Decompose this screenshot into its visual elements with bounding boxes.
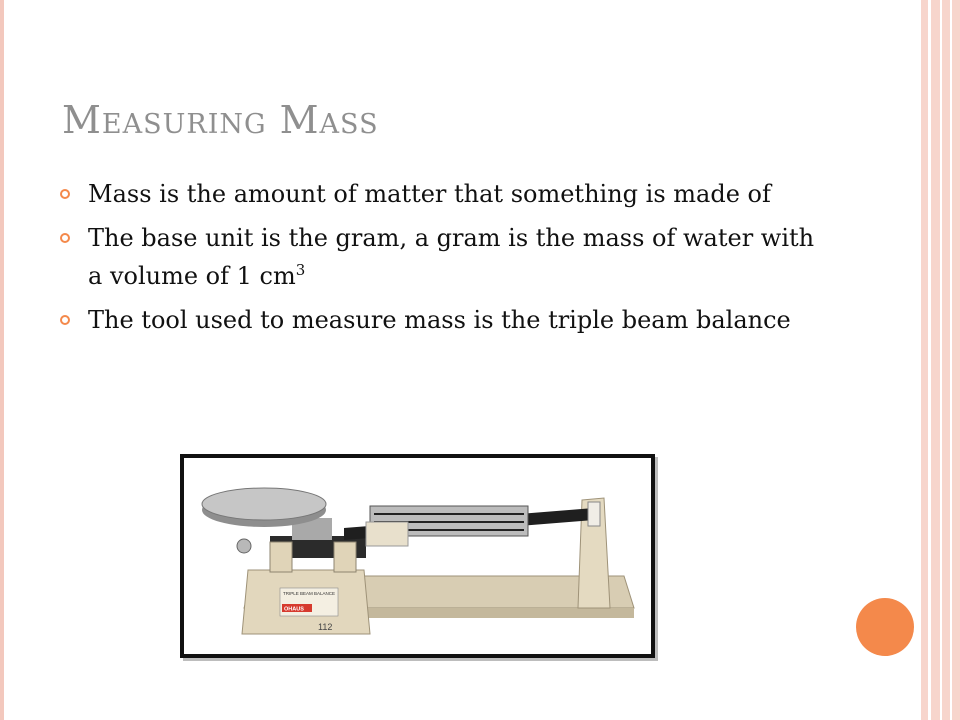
bullet-circle-icon — [60, 315, 70, 325]
decorative-circle — [856, 598, 914, 656]
balance-illustration — [184, 458, 651, 654]
frame-stripe — [950, 0, 952, 720]
bullet-text: Mass is the amount of matter that something is made of — [88, 180, 771, 208]
bullet-circle-icon — [60, 189, 70, 199]
support-clamp-left — [270, 542, 292, 572]
brand-name: OHAUS — [284, 606, 304, 613]
model-number: 112 — [318, 622, 333, 632]
zero-adjust-knob — [237, 539, 251, 553]
pan — [202, 488, 326, 520]
frame-stripe — [940, 0, 942, 720]
bullet-item — [60, 178, 820, 210]
label-plate-title: TRIPLE BEAM BALANCE — [283, 591, 336, 596]
bullet-circle-icon — [60, 233, 70, 243]
bullet-text: The base unit is the gram, a gram is the mass of water with a volume of 1 cm — [88, 224, 815, 290]
counterweight — [366, 522, 408, 546]
bullet-item — [60, 304, 820, 336]
bullet-item — [60, 222, 820, 292]
support-clamp-right — [334, 542, 356, 572]
superscript: 3 — [295, 261, 306, 279]
bullet-text: The tool used to measure mass is the triple beam balance — [88, 306, 791, 334]
left-frame-border — [0, 0, 4, 720]
slide-title: Measuring Mass — [62, 98, 379, 142]
frame-stripe — [928, 0, 931, 720]
beam-pointer — [588, 502, 600, 526]
bullet-list — [60, 178, 820, 348]
triple-beam-balance-image — [180, 454, 655, 658]
